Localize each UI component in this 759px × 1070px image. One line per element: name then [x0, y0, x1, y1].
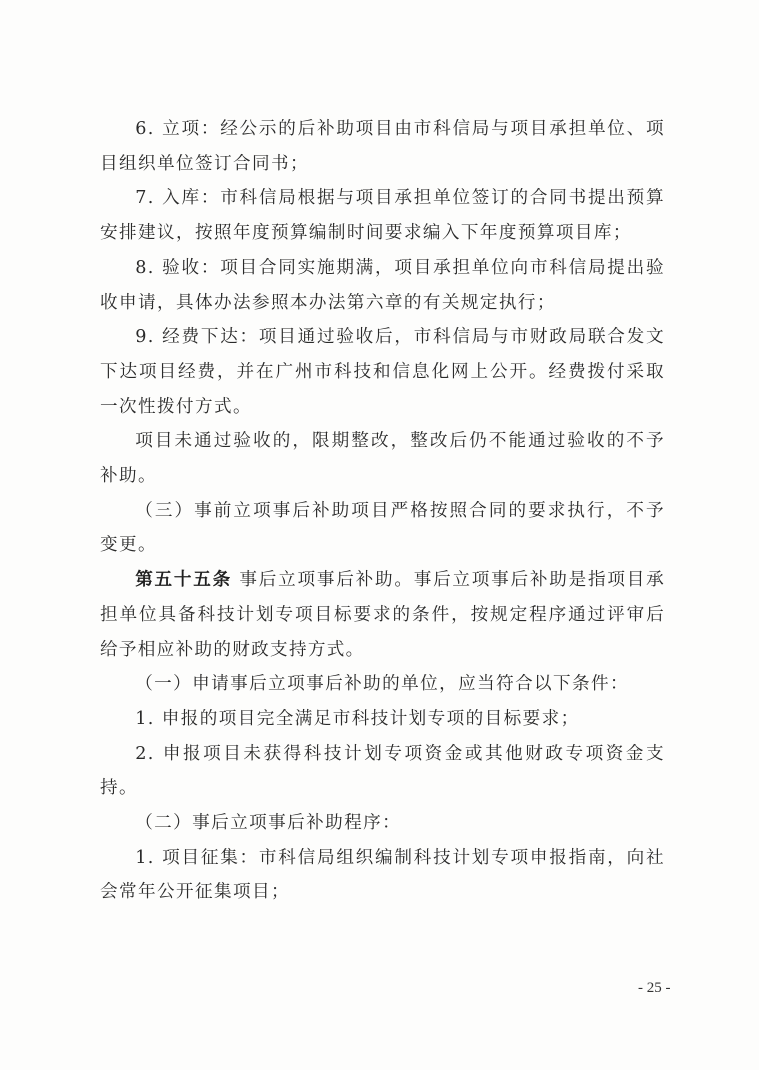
article-55-text: 事后立项事后补助。事后立项事后补助是指项目承担单位具备科技计划专项目标要求的条件，按规定程序通过评审后给予相应补助的财政支持方式。 [100, 570, 665, 660]
paragraph-project-library: 7. 入库：市科信局根据与项目承担单位签订的合同书提出预算安排建议，按照年度预算编制时间要求编入下年度预算项目库； [100, 188, 665, 244]
paragraph-article-55 [100, 563, 665, 667]
paragraph-failed-acceptance: 项目未通过验收的，限期整改，整改后仍不能通过验收的不予补助。 [100, 431, 665, 487]
paragraph-fund-release: 9. 经费下达：项目通过验收后，市科信局与市财政局联合发文下达项目经费，并在广州市科技和信息化网上公开。经费拨付采取一次性拨付方式。 [100, 327, 665, 417]
document-body [100, 112, 665, 910]
paragraph-project-approval: 6. 立项：经公示的后补助项目由市科信局与项目承担单位、项目组织单位签订合同书； [100, 119, 665, 174]
paragraph-condition-1: 1. 申报的项目完全满足市科技计划专项的目标要求； [135, 708, 580, 729]
paragraph-acceptance: 8. 验收：项目合同实施期满，项目承担单位向市科信局提出验收申请，具体办法参照本办法第六章的有关规定执行； [100, 257, 665, 313]
paragraph-project-collection: 1. 项目征集：市科信局组织编制科技计划专项申报指南，向社会常年公开征集项目； [100, 847, 665, 903]
paragraph-eligibility-heading: （一）申请事后立项事后补助的单位，应当符合以下条件： [135, 674, 630, 695]
paragraph-contract-execution: （三）事前立项事后补助项目严格按照合同的要求执行，不予变更。 [100, 500, 665, 556]
paragraph-procedure-heading: （二）事后立项事后补助程序： [135, 813, 402, 834]
paragraph-condition-2: 2. 申报项目未获得科技计划专项资金或其他财政专项资金支持。 [100, 743, 665, 799]
page-number: - 25 - [638, 980, 671, 996]
article-55-title: 第五十五条 [135, 570, 233, 591]
